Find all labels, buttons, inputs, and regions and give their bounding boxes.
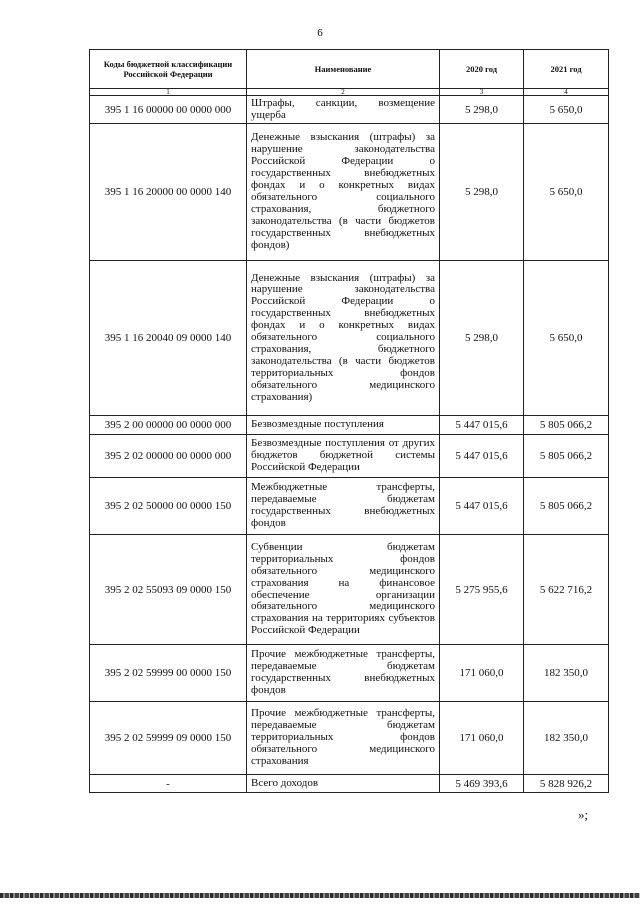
row-value-2021: 5 828 926,2 [524, 775, 609, 793]
table-row [90, 124, 609, 261]
row-value-2021: 5 805 066,2 [524, 416, 609, 435]
row-value-2020: 5 447 015,6 [440, 435, 524, 478]
row-name: Субвенции бюджетам территориальных фондов обязательного медицинского страхования на финансовое обеспечение организации обязательного медицинского страхования на территориях субъектов Российской Федерации [247, 535, 440, 645]
row-name: Всего доходов [247, 775, 440, 793]
row-code: 395 1 16 20040 09 0000 140 [90, 261, 247, 416]
header-2020: 2020 год [440, 50, 524, 89]
table-row [90, 478, 609, 535]
table-row [90, 702, 609, 775]
row-value-2021: 182 350,0 [524, 645, 609, 702]
header-codes: Коды бюджетной классификации Российской Федерации [90, 50, 247, 89]
row-name: Безвозмездные поступления [247, 416, 440, 435]
row-code: 395 1 16 00000 00 0000 000 [90, 96, 247, 124]
row-value-2020: 5 298,0 [440, 261, 524, 416]
row-value-2020: 171 060,0 [440, 645, 524, 702]
table-row [90, 435, 609, 478]
row-code: 395 2 02 59999 00 0000 150 [90, 645, 247, 702]
revenue-table [89, 49, 609, 793]
row-value-2020: 5 275 955,6 [440, 535, 524, 645]
table-row [90, 261, 609, 416]
row-code: 395 2 02 00000 00 0000 000 [90, 435, 247, 478]
table-row [90, 535, 609, 645]
row-value-2020: 5 469 393,6 [440, 775, 524, 793]
row-value-2020: 5 298,0 [440, 96, 524, 124]
column-number: 2 [247, 89, 440, 96]
scan-edge-strip [0, 893, 640, 898]
row-value-2021: 5 650,0 [524, 96, 609, 124]
row-code: 395 2 00 00000 00 0000 000 [90, 416, 247, 435]
row-name: Прочие межбюджетные трансферты, передаваемые бюджетам государственных внебюджетных фондов [247, 645, 440, 702]
row-value-2021: 182 350,0 [524, 702, 609, 775]
column-number-row [90, 89, 609, 96]
column-number: 4 [524, 89, 609, 96]
row-name: Денежные взыскания (штрафы) за нарушение законодательства Российской Федерации о государственных внебюджетных фондах и о конкретных видах обязательного социального страхования, бюджетного законодательства (в части бюджетов государственных внебюджетных фондов) [247, 124, 440, 261]
row-code: 395 2 02 55093 09 0000 150 [90, 535, 247, 645]
table-row [90, 416, 609, 435]
header-2021: 2021 год [524, 50, 609, 89]
row-value-2021: 5 805 066,2 [524, 478, 609, 535]
row-value-2020: 5 447 015,6 [440, 416, 524, 435]
table-row [90, 645, 609, 702]
row-name: Межбюджетные трансферты, передаваемые бюджетам государственных внебюджетных фондов [247, 478, 440, 535]
row-value-2021: 5 650,0 [524, 261, 609, 416]
total-row [90, 775, 609, 793]
row-code: - [90, 775, 247, 793]
row-name: Штрафы, санкции, возмещение ущерба [247, 96, 440, 124]
row-name: Денежные взыскания (штрафы) за нарушение законодательства Российской Федерации о государственных внебюджетных фондах и о конкретных видах обязательного социального страхования, бюджетного законодательства (в части бюджетов территориальных фондов обязательного медицинского страхования) [247, 261, 440, 416]
row-value-2021: 5 622 716,2 [524, 535, 609, 645]
table-header-row [90, 50, 609, 89]
column-number: 3 [440, 89, 524, 96]
row-value-2020: 5 298,0 [440, 124, 524, 261]
row-name: Безвозмездные поступления от других бюджетов бюджетной системы Российской Федерации [247, 435, 440, 478]
header-name: Наименование [247, 50, 440, 89]
table-row [90, 96, 609, 124]
row-value-2021: 5 650,0 [524, 124, 609, 261]
column-number: 1 [90, 89, 247, 96]
row-value-2021: 5 805 066,2 [524, 435, 609, 478]
row-code: 395 2 02 59999 09 0000 150 [90, 702, 247, 775]
row-value-2020: 171 060,0 [440, 702, 524, 775]
closing-quote-mark: »; [578, 807, 589, 822]
page-number: 6 [317, 27, 323, 39]
row-value-2020: 5 447 015,6 [440, 478, 524, 535]
row-code: 395 1 16 20000 00 0000 140 [90, 124, 247, 261]
row-code: 395 2 02 50000 00 0000 150 [90, 478, 247, 535]
row-name: Прочие межбюджетные трансферты, передаваемые бюджетам территориальных фондов обязательного медицинского страхования [247, 702, 440, 775]
